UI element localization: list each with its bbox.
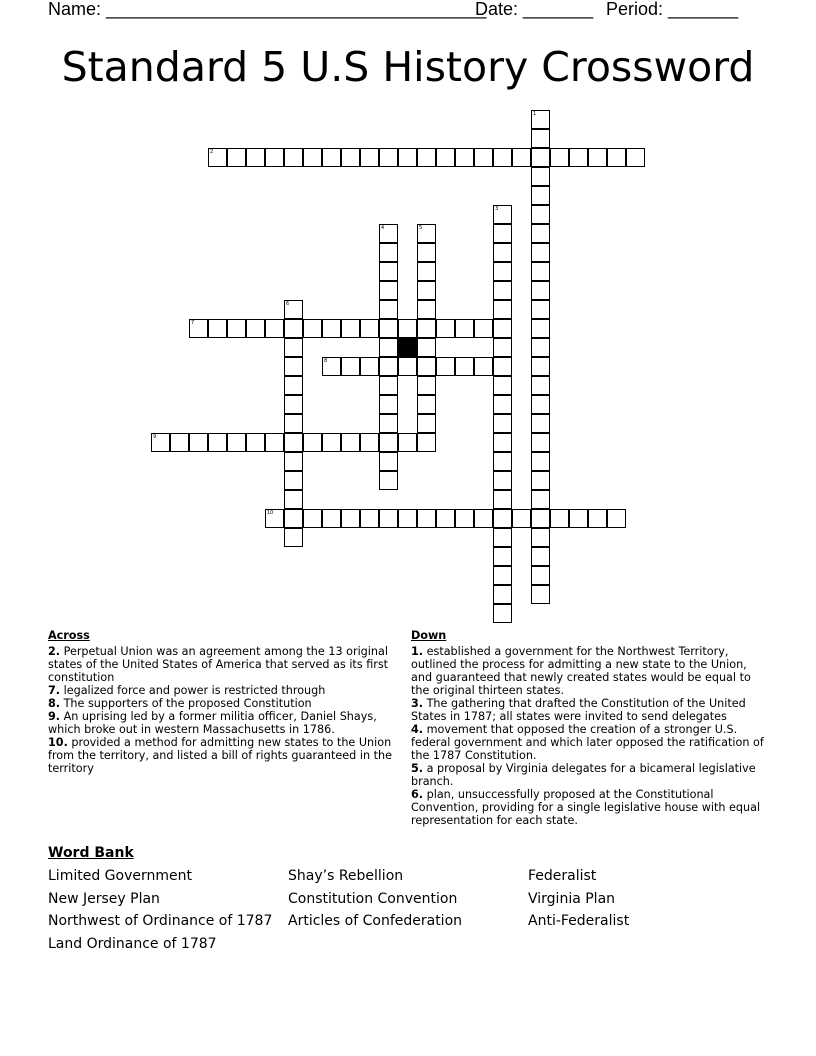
name-field[interactable]: Name: ______________________________________ [48,0,487,19]
crossword-cell[interactable] [493,148,512,167]
crossword-cell[interactable] [493,338,512,357]
clue-number: 5 [419,225,423,231]
clue-across: 10. provided a method for admitting new states to the Union from the territory, and listed a bill of rights guaranteed in the territory [48,736,392,775]
crossword-cell[interactable] [284,490,303,509]
clue-number: 8 [324,358,328,364]
crossword-cell[interactable] [417,243,436,262]
crossword-cell[interactable] [436,148,455,167]
crossword-cell[interactable] [512,148,531,167]
crossword-cell[interactable] [493,376,512,395]
crossword-cell[interactable] [322,433,341,452]
clue-across: 7. legalized force and power is restricted through [48,684,326,697]
crossword-cell[interactable] [208,433,227,452]
crossword-cell[interactable] [531,205,550,224]
crossword-cell[interactable] [455,148,474,167]
crossword-cell[interactable] [493,509,512,528]
crossword-cell[interactable] [588,509,607,528]
crossword-cell[interactable] [417,433,436,452]
clue-number: 6 [286,301,290,307]
crossword-cell[interactable] [474,148,493,167]
crossword-cell[interactable] [531,262,550,281]
crossword-cell[interactable] [531,490,550,509]
crossword-cell[interactable] [379,471,398,490]
crossword-cell[interactable] [531,243,550,262]
crossword-cell[interactable] [531,129,550,148]
crossword-cell[interactable] [379,452,398,471]
crossword-cell[interactable] [398,509,417,528]
crossword-cell[interactable] [626,148,645,167]
clue-down: 1. established a government for the Northwest Territory, outlined the process for admitting a new state to the Union, and guaranteed that newly created states would be equal to the original thirteen states. [411,645,751,697]
crossword-cell[interactable] [531,148,550,167]
crossword-cell[interactable] [284,319,303,338]
word-bank-item: Limited Government [48,868,192,884]
crossword-cell[interactable] [341,148,360,167]
clue-down: 3. The gathering that drafted the Constitution of the United States in 1787; all states were invited to send delegates [411,697,746,723]
crossword-cell[interactable] [531,338,550,357]
crossword-cell[interactable] [341,319,360,338]
crossword-cell[interactable] [417,148,436,167]
crossword-cell[interactable] [417,262,436,281]
word-bank-item: Shay’s Rebellion [288,868,404,884]
crossword-cell[interactable] [398,433,417,452]
clue-down: 4. movement that opposed the creation of a stronger U.S. federal government and which later opposed the ratification of the 1787 Constitution. [411,723,764,762]
crossword-cell[interactable] [493,224,512,243]
clue-number: 2 [210,149,214,155]
crossword-cell[interactable] [531,414,550,433]
crossword-cell[interactable] [303,509,322,528]
crossword-cell[interactable] [531,528,550,547]
crossword-cell[interactable] [379,338,398,357]
word-bank-heading: Word Bank [48,845,134,861]
crossword-cell[interactable] [246,433,265,452]
crossword-cell[interactable] [379,509,398,528]
crossword-cell[interactable] [246,148,265,167]
crossword-cell[interactable] [607,148,626,167]
crossword-cell[interactable] [493,243,512,262]
crossword-cell[interactable] [436,319,455,338]
crossword-cell[interactable] [588,148,607,167]
crossword-cell[interactable] [303,319,322,338]
clue-down: 6. plan, unsuccessfully proposed at the Constitutional Convention, providing for a single legislative house with equal representation for each state. [411,788,761,827]
crossword-cell[interactable] [493,604,512,623]
clue-number: 9 [153,434,157,440]
crossword-cell[interactable] [360,509,379,528]
crossword-cell[interactable] [474,357,493,376]
down-heading: Down [411,629,447,642]
crossword-cell[interactable] [379,300,398,319]
crossword-cell[interactable] [474,509,493,528]
clue-down: 5. a proposal by Virginia delegates for a bicameral legislative branch. [411,762,756,788]
crossword-cell[interactable] [531,186,550,205]
crossword-cell[interactable] [417,376,436,395]
crossword-cell[interactable] [322,319,341,338]
crossword-cell[interactable] [379,376,398,395]
crossword-cell[interactable] [284,357,303,376]
clue-across: 2. Perpetual Union was an agreement among the 13 original states of the United States of America that served as its first constitution [48,645,389,684]
word-bank-item: Articles of Confederation [288,913,463,929]
crossword-cell[interactable] [531,566,550,585]
crossword-cell[interactable] [379,395,398,414]
word-bank-item: New Jersey Plan [48,891,160,907]
crossword-cell[interactable] [398,319,417,338]
word-bank-item: Constitution Convention [288,891,458,907]
clue-number: 4 [381,225,385,231]
word-bank-item: Anti-Federalist [528,913,630,929]
crossword-cell[interactable] [284,471,303,490]
crossword-cell[interactable] [379,319,398,338]
crossword-cell[interactable] [417,338,436,357]
crossword-cell[interactable] [531,319,550,338]
crossword-cell[interactable] [550,148,569,167]
crossword-cell[interactable] [493,490,512,509]
crossword-cell[interactable] [493,547,512,566]
crossword-cell[interactable] [284,414,303,433]
crossword-cell[interactable] [322,148,341,167]
crossword-cell[interactable] [379,243,398,262]
crossword-cell[interactable] [512,509,531,528]
crossword-cell[interactable] [493,433,512,452]
crossword-cell[interactable] [417,509,436,528]
crossword-cell[interactable] [417,319,436,338]
crossword-cell[interactable] [189,433,208,452]
crossword-cell[interactable] [341,357,360,376]
crossword-cell[interactable] [531,509,550,528]
crossword-cell[interactable] [303,433,322,452]
crossword-cell[interactable] [531,376,550,395]
crossword-cell[interactable] [531,452,550,471]
crossword-cell[interactable] [284,509,303,528]
across-clues [48,629,403,775]
crossword-cell[interactable] [379,281,398,300]
crossword-cell[interactable] [493,585,512,604]
date-field[interactable]: Date: _______ [475,0,594,19]
crossword-cell[interactable] [284,338,303,357]
crossword-cell[interactable] [531,433,550,452]
crossword-cell[interactable] [284,376,303,395]
crossword-cell[interactable] [360,148,379,167]
crossword-cell[interactable] [379,262,398,281]
crossword-cell[interactable] [246,319,265,338]
crossword-cell[interactable] [360,433,379,452]
crossword-cell[interactable] [379,148,398,167]
crossword-cell[interactable] [284,433,303,452]
crossword-cell[interactable] [531,471,550,490]
crossword-cell[interactable] [265,319,284,338]
down-clues [411,629,769,827]
clue-number: 1 [533,111,537,117]
crossword-cell[interactable] [531,357,550,376]
crossword-cell[interactable] [455,357,474,376]
crossword-cell[interactable] [360,357,379,376]
period-field[interactable]: Period: _______ [606,0,739,19]
crossword-cell[interactable] [265,433,284,452]
crossword-cell[interactable] [322,509,341,528]
clue-number: 7 [191,320,195,326]
word-bank-item: Virginia Plan [528,891,616,907]
crossword-cell[interactable] [417,414,436,433]
crossword-cell[interactable] [493,471,512,490]
crossword-cell[interactable] [417,300,436,319]
crossword-cell[interactable] [531,224,550,243]
crossword-cell[interactable] [493,414,512,433]
crossword-cell[interactable] [398,148,417,167]
word-bank-item: Northwest of Ordinance of 1787 [48,913,273,929]
crossword-cell[interactable] [569,509,588,528]
crossword-cell[interactable] [341,433,360,452]
crossword-cell[interactable] [208,319,227,338]
crossword-cell[interactable] [341,509,360,528]
word-bank-item: Land Ordinance of 1787 [48,936,217,952]
crossword-cell[interactable] [569,148,588,167]
clue-number: 3 [495,206,499,212]
crossword-cell[interactable] [493,452,512,471]
crossword-cell[interactable] [303,148,322,167]
crossword-cell[interactable] [531,585,550,604]
crossword-cell[interactable] [360,319,379,338]
word-bank-item: Federalist [528,868,597,884]
crossword-cell[interactable] [493,281,512,300]
clue-number: 10 [267,510,274,516]
clue-across: 9. An uprising led by a former militia officer, Daniel Shays, which broke out in western Massachusetts in 1786. [48,710,377,736]
crossword-cell[interactable] [493,357,512,376]
crossword-cell[interactable] [398,357,417,376]
crossword-cell[interactable] [436,509,455,528]
clue-across: 8. The supporters of the proposed Constitution [48,697,312,710]
crossword-cell[interactable] [531,300,550,319]
crossword-cell[interactable] [493,528,512,547]
crossword-cell[interactable] [455,509,474,528]
crossword-cell[interactable] [379,357,398,376]
crossword-cell[interactable] [417,281,436,300]
page-title: Standard 5 U.S History Crossword [61,43,755,91]
crossword-cell[interactable] [550,509,569,528]
crossword-cell[interactable] [227,319,246,338]
crossword-black-cell [398,338,417,357]
crossword-cell[interactable] [607,509,626,528]
crossword-cell[interactable] [493,395,512,414]
crossword-cell[interactable] [417,357,436,376]
crossword-cell[interactable] [284,395,303,414]
crossword-cell[interactable] [170,433,189,452]
crossword-cell[interactable] [493,566,512,585]
crossword-cell[interactable] [284,452,303,471]
crossword-cell[interactable] [493,300,512,319]
crossword-cell[interactable] [455,319,474,338]
crossword-cell[interactable] [436,357,455,376]
crossword-cell[interactable] [493,319,512,338]
crossword-cell[interactable] [265,148,284,167]
crossword-cell[interactable] [284,148,303,167]
crossword-cell[interactable] [474,319,493,338]
crossword-cell[interactable] [493,262,512,281]
crossword-cell[interactable] [227,148,246,167]
crossword-cell[interactable] [284,528,303,547]
crossword-cell[interactable] [227,433,246,452]
crossword-cell[interactable] [531,395,550,414]
crossword-cell[interactable] [379,433,398,452]
crossword-cell[interactable] [531,281,550,300]
crossword-cell[interactable] [531,167,550,186]
across-heading: Across [48,629,90,642]
crossword-cell[interactable] [417,395,436,414]
crossword-cell[interactable] [531,547,550,566]
crossword-cell[interactable] [379,414,398,433]
